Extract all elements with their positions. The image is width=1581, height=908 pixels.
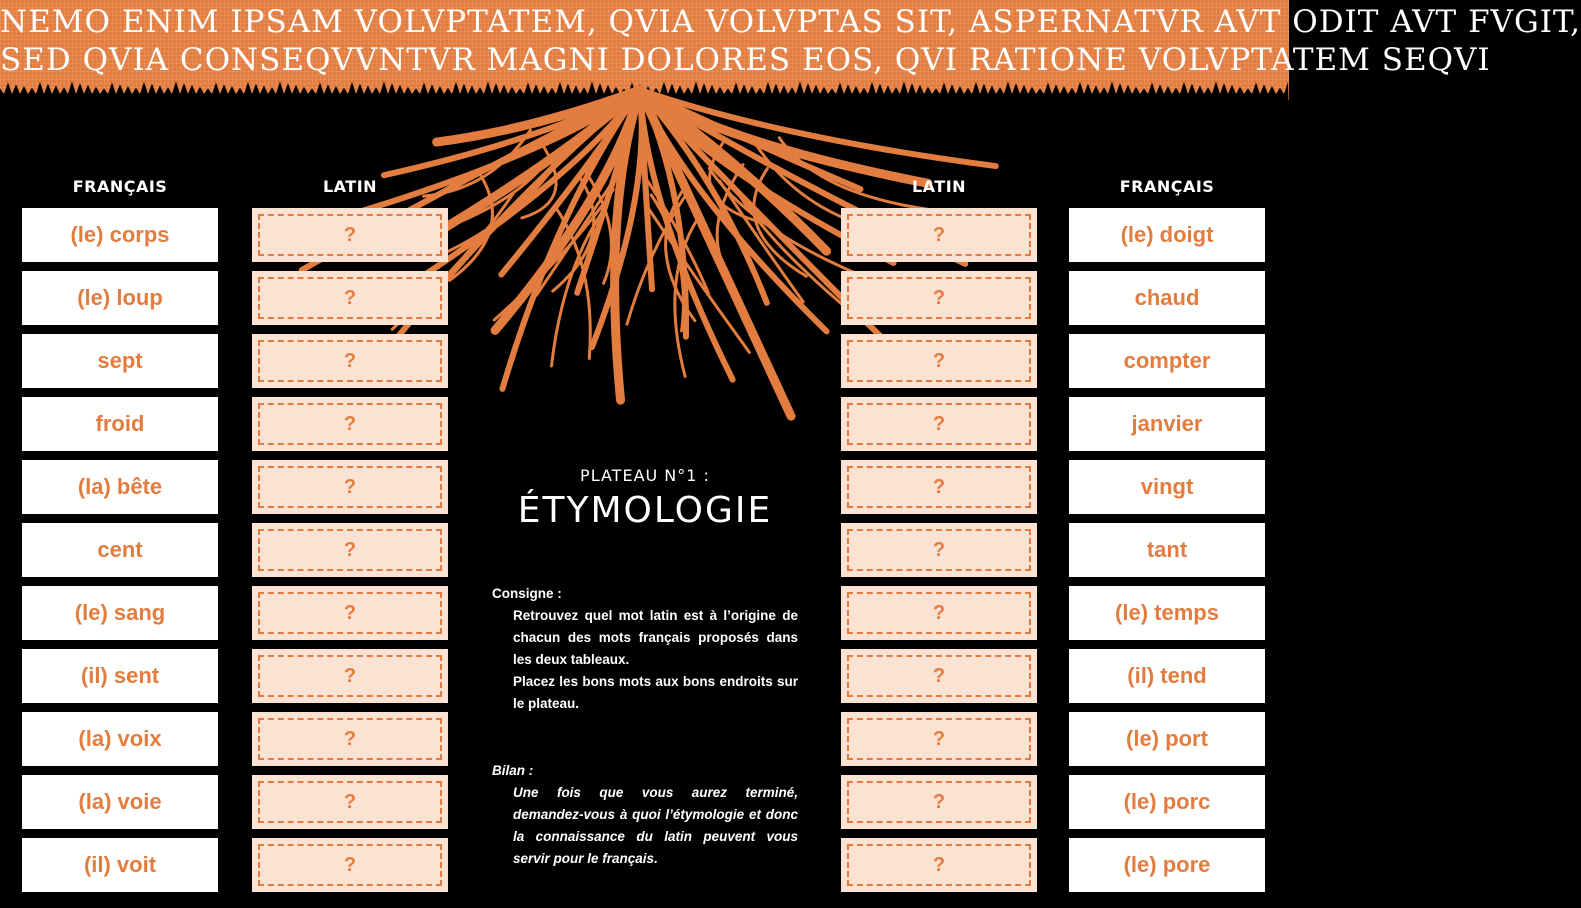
- latin-placeholder: ?: [258, 718, 442, 760]
- latin-drop-slot-left[interactable]: [252, 271, 448, 325]
- latin-drop-slot-left[interactable]: [252, 397, 448, 451]
- french-word-right: chaud: [1069, 271, 1265, 325]
- french-word-left: (la) voix: [22, 712, 218, 766]
- banner-line-2: SED QVIA CONSEQVVNTVR MAGNI DOLORES EOS, QVI RATIONE VOLVPTATEM SEQVI: [0, 42, 1491, 78]
- french-word-left: (il) voit: [22, 838, 218, 892]
- latin-placeholder: ?: [847, 529, 1031, 571]
- french-word-left: (il) sent: [22, 649, 218, 703]
- french-word-right: (le) pore: [1069, 838, 1265, 892]
- latin-drop-slot-right[interactable]: [841, 334, 1037, 388]
- latin-drop-slot-left[interactable]: [252, 523, 448, 577]
- latin-drop-slot-left[interactable]: [252, 208, 448, 262]
- latin-placeholder: ?: [258, 340, 442, 382]
- latin-placeholder: ?: [847, 781, 1031, 823]
- latin-drop-slot-right[interactable]: [841, 586, 1037, 640]
- french-word-right: (il) tend: [1069, 649, 1265, 703]
- latin-placeholder: ?: [258, 781, 442, 823]
- french-word-left: (le) loup: [22, 271, 218, 325]
- latin-placeholder: ?: [847, 655, 1031, 697]
- latin-placeholder: ?: [847, 844, 1031, 886]
- root-branch: [779, 138, 947, 212]
- french-word-left: froid: [22, 397, 218, 451]
- latin-placeholder: ?: [258, 403, 442, 445]
- latin-drop-slot-right[interactable]: [841, 397, 1037, 451]
- plateau-number: PLATEAU N°1 :: [580, 466, 710, 485]
- latin-drop-slot-right[interactable]: [841, 838, 1037, 892]
- french-word-left: (la) bête: [22, 460, 218, 514]
- latin-placeholder: ?: [847, 214, 1031, 256]
- latin-placeholder: ?: [258, 277, 442, 319]
- latin-placeholder: ?: [258, 655, 442, 697]
- latin-placeholder: ?: [258, 214, 442, 256]
- french-word-left: sept: [22, 334, 218, 388]
- french-word-left: (la) voie: [22, 775, 218, 829]
- header-right-francais: FRANÇAIS: [1119, 177, 1215, 196]
- latin-drop-slot-right[interactable]: [841, 208, 1037, 262]
- consigne-text-2: Placez les bons mots aux bons endroits sur le plateau.: [513, 674, 798, 711]
- consigne-text-1: Retrouvez quel mot latin est à l’origine de chacun des mots français proposés dans les deux tableaux.: [513, 608, 798, 667]
- french-word-right: tant: [1069, 523, 1265, 577]
- french-word-left: (le) corps: [22, 208, 218, 262]
- banner-line-1: NEMO ENIM IPSAM VOLVPTATEM, QVIA VOLVPTAS SIT, ASPERNATVR AVT ODIT AVT FVGIT,: [0, 4, 1581, 40]
- latin-placeholder: ?: [847, 277, 1031, 319]
- bilan-label: Bilan :: [492, 763, 534, 778]
- latin-drop-slot-left[interactable]: [252, 334, 448, 388]
- latin-placeholder: ?: [258, 592, 442, 634]
- consigne-label: Consigne :: [492, 586, 562, 601]
- french-word-right: (le) port: [1069, 712, 1265, 766]
- french-word-left: cent: [22, 523, 218, 577]
- instructions: [492, 583, 798, 715]
- page-title: ÉTYMOLOGIE: [517, 490, 773, 531]
- latin-drop-slot-right[interactable]: [841, 775, 1037, 829]
- bilan: [492, 760, 798, 870]
- french-word-right: vingt: [1069, 460, 1265, 514]
- latin-placeholder: ?: [847, 592, 1031, 634]
- latin-drop-slot-right[interactable]: [841, 271, 1037, 325]
- latin-placeholder: ?: [847, 718, 1031, 760]
- latin-placeholder: ?: [847, 340, 1031, 382]
- latin-drop-slot-left[interactable]: [252, 775, 448, 829]
- latin-drop-slot-right[interactable]: [841, 523, 1037, 577]
- french-word-right: (le) temps: [1069, 586, 1265, 640]
- french-word-right: (le) doigt: [1069, 208, 1265, 262]
- latin-placeholder: ?: [258, 844, 442, 886]
- french-word-right: janvier: [1069, 397, 1265, 451]
- latin-drop-slot-right[interactable]: [841, 460, 1037, 514]
- latin-drop-slot-left[interactable]: [252, 712, 448, 766]
- latin-drop-slot-left[interactable]: [252, 649, 448, 703]
- latin-drop-slot-left[interactable]: [252, 586, 448, 640]
- french-word-right: (le) porc: [1069, 775, 1265, 829]
- header-right-latin: LATIN: [911, 177, 967, 196]
- latin-drop-slot-right[interactable]: [841, 712, 1037, 766]
- latin-placeholder: ?: [258, 466, 442, 508]
- french-word-right: compter: [1069, 334, 1265, 388]
- header-left-francais: FRANÇAIS: [72, 177, 168, 196]
- latin-placeholder: ?: [847, 403, 1031, 445]
- latin-drop-slot-right[interactable]: [841, 649, 1037, 703]
- french-word-left: (le) sang: [22, 586, 218, 640]
- latin-drop-slot-left[interactable]: [252, 838, 448, 892]
- bilan-text: Une fois que vous aurez terminé, demandez-vous à quoi l’étymologie et donc la connaissance du latin peuvent vous servir pour le français.: [513, 785, 798, 866]
- latin-placeholder: ?: [847, 466, 1031, 508]
- header-left-latin: LATIN: [322, 177, 378, 196]
- latin-drop-slot-left[interactable]: [252, 460, 448, 514]
- latin-placeholder: ?: [258, 529, 442, 571]
